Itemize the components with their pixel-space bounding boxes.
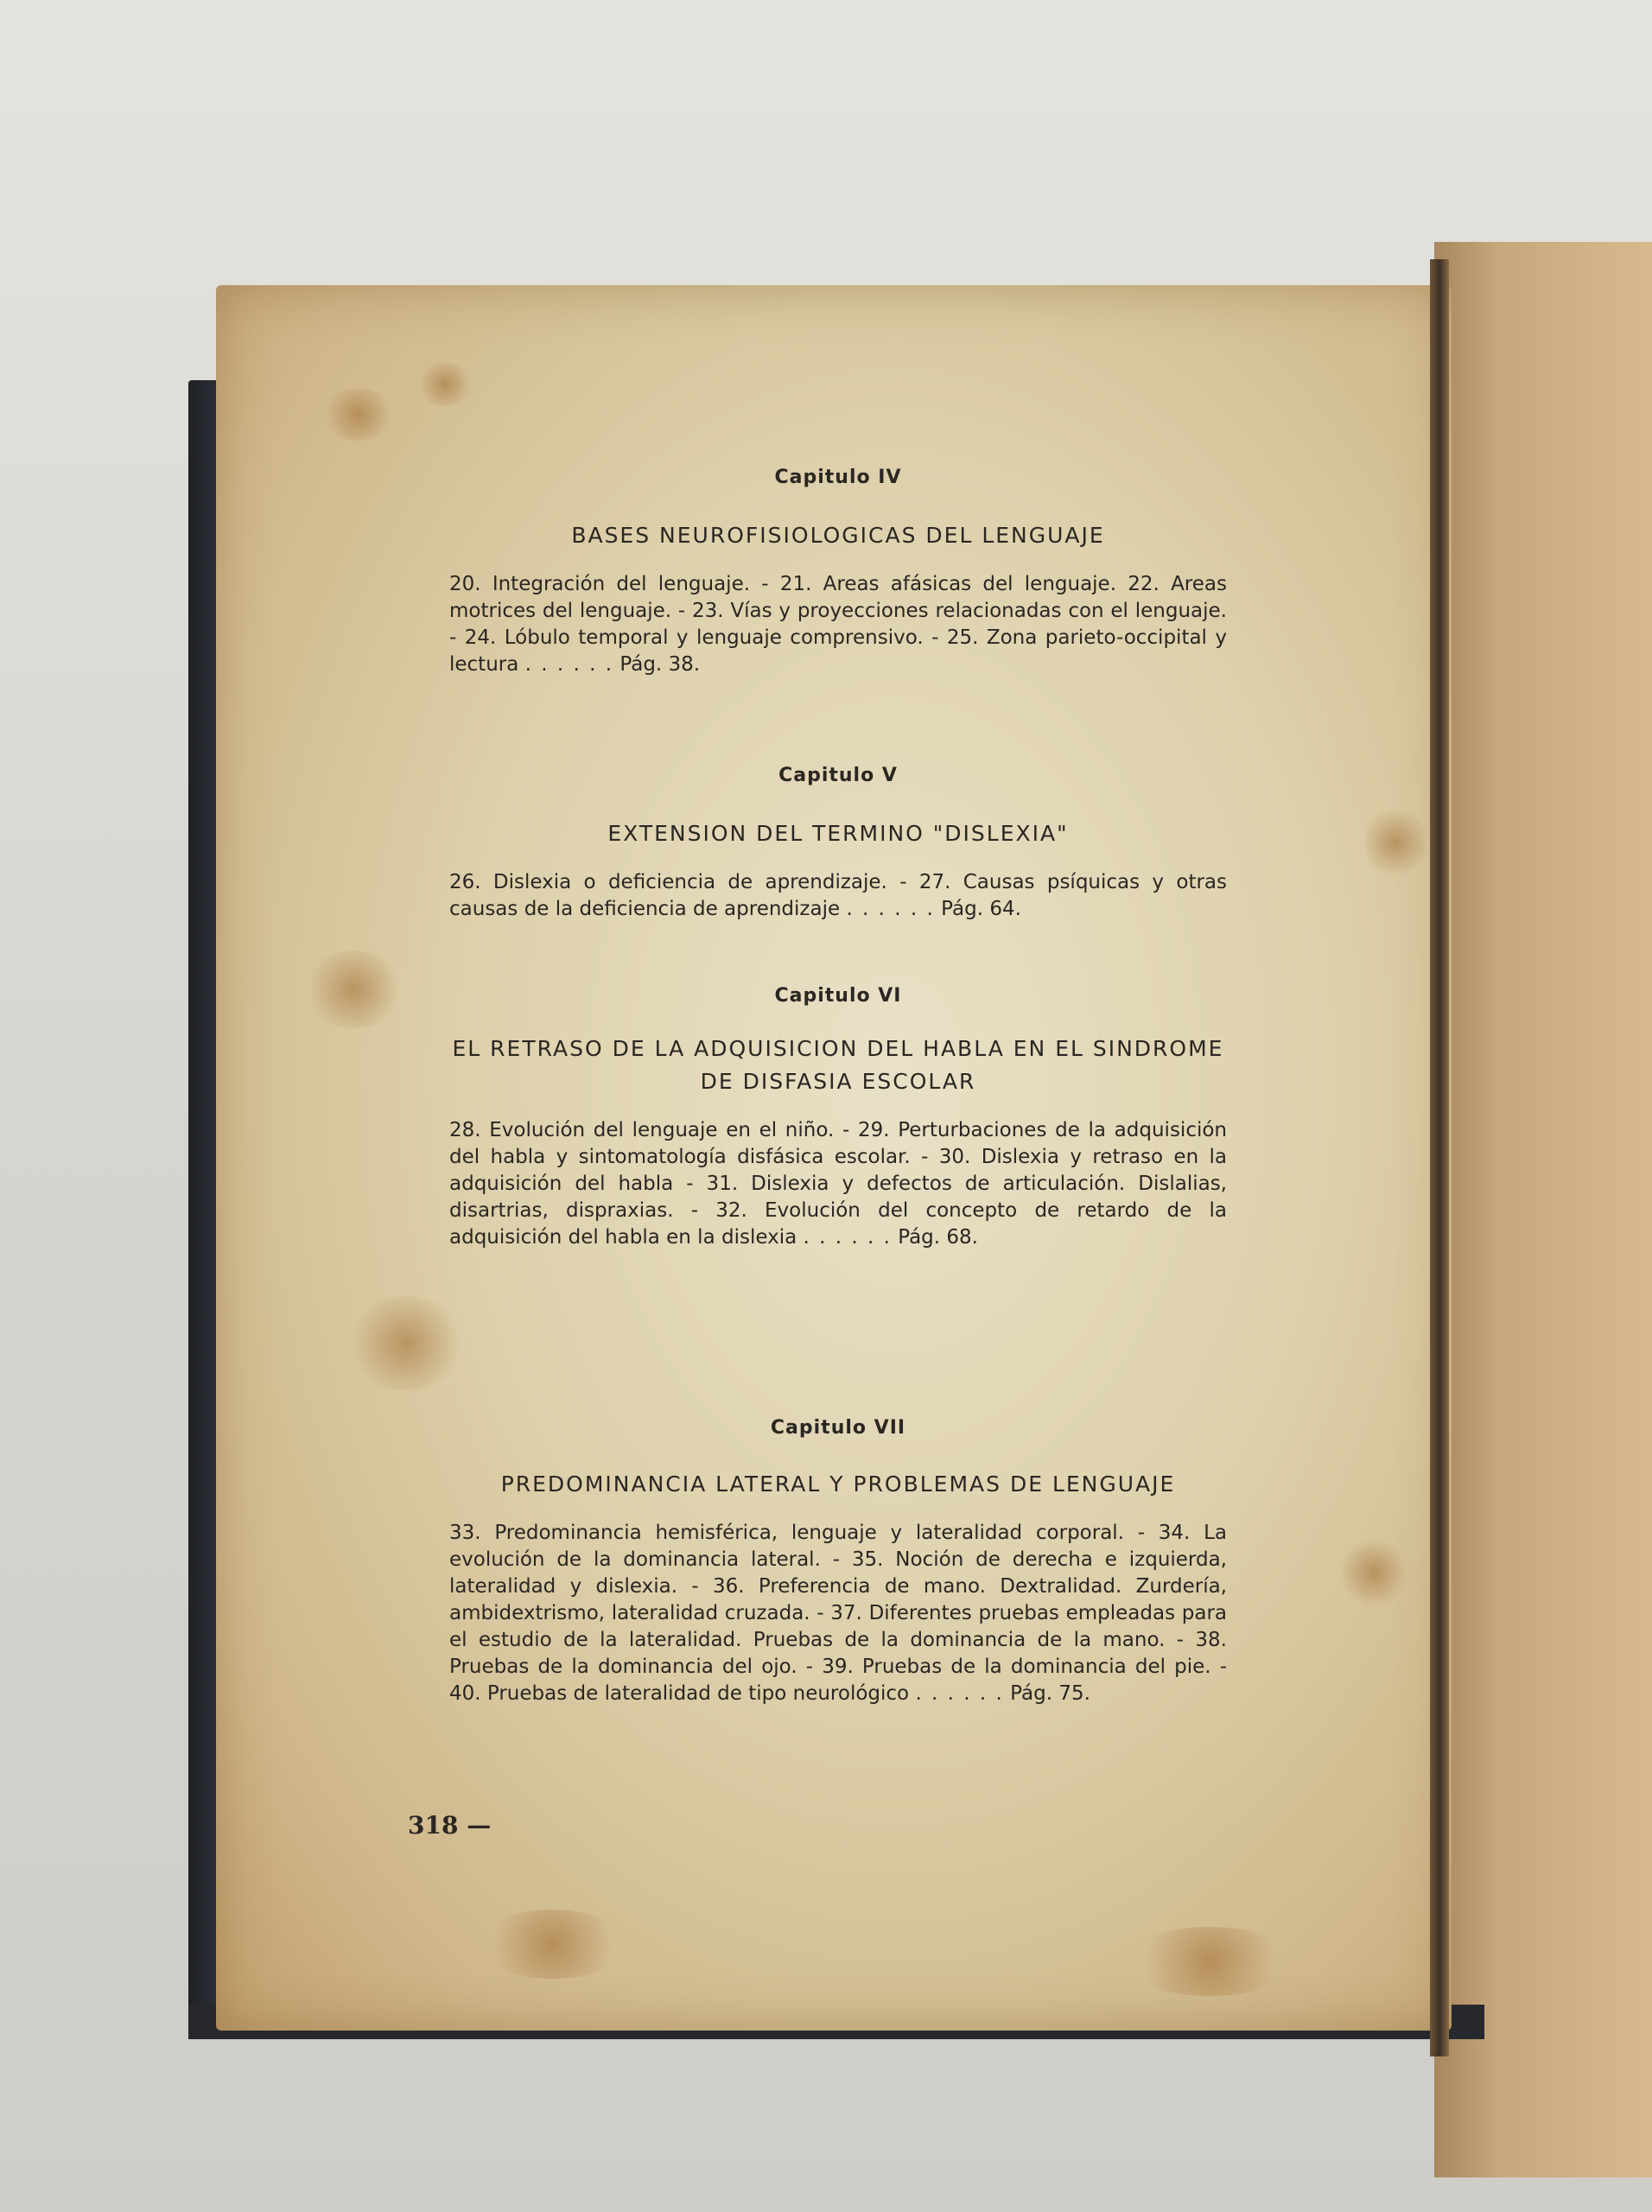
chapter-entry (449, 1520, 1227, 1707)
chapter-entry (449, 571, 1227, 678)
page-reference: Pág. 64. (941, 898, 1021, 920)
page-reference: Pág. 75. (1010, 1682, 1090, 1705)
chapter-heading: Capitulo VI (774, 985, 902, 1007)
chapter-section (449, 467, 1227, 678)
chapter-section (449, 765, 1227, 923)
chapter-title: PREDOMINANCIA LATERAL Y PROBLEMAS DE LENGUAJE (500, 1471, 1176, 1497)
entry-text: 28. Evolución del lenguaje en el niño. - 29. Perturbaciones de la adquisición del habla y sintomatología disfásica escolar. - 30. Dislexia y retraso en la adquisición del habla - 31. Dislexia y defectos de articulación. Dislalias, disartrias, dispraxias. - 32. Evolución del concepto de retardo de la adquisición del habla en la dislexia (449, 1119, 1227, 1249)
chapter-title: EL RETRASO DE LA ADQUISICION DEL HABLA EN EL SINDROME DE DISFASIA ESCOLAR (452, 1036, 1224, 1094)
chapter-entry (449, 869, 1227, 923)
entry-text: 20. Integración del lenguaje. - 21. Areas afásicas del lenguaje. 22. Areas motrices del lenguaje. - 23. Vías y proyecciones relacionadas con el lenguaje. - 24. Lóbulo temporal y lenguaje comprensivo. - 25. Zona parieto-occipital y lectura (449, 573, 1227, 676)
foxing-stain (415, 363, 475, 406)
leader-dots: . . . . . . (803, 1226, 892, 1249)
chapter-title: BASES NEUROFISIOLOGICAS DEL LENGUAJE (571, 523, 1105, 548)
chapter-section (449, 985, 1227, 1251)
leader-dots: . . . . . . (846, 898, 935, 920)
leader-dots: . . . . . . (915, 1682, 1004, 1705)
entry-text: 26. Dislexia o deficiencia de aprendizaje. - 27. Causas psíquicas y otras causas de la deficiencia de aprendizaje (449, 871, 1227, 920)
foxing-stain (475, 1910, 631, 1979)
foxing-stain (346, 1296, 467, 1391)
chapter-heading: Capitulo VII (770, 1417, 906, 1439)
entry-text: 33. Predominancia hemisférica, lenguaje y lateralidad corporal. - 34. La evolución de la dominancia lateral. - 35. Noción de derecha e izquierda, lateralidad y dislexia. - 36. Preferencia de mano. Dextralidad. Zurdería, ambidextrismo, lateralidad cruzada. - 37. Diferentes pruebas empleadas para el estudio de la lateralidad. Pruebas de la dominancia de la mano. - 38. Pruebas de la dominancia del ojo. - 39. Pruebas de la dominancia del pie. - 40. Pruebas de lateralidad de tipo neurológico (449, 1522, 1227, 1705)
page-reference: Pág. 38. (620, 653, 701, 676)
foxing-stain (320, 389, 397, 441)
page-reference: Pág. 68. (898, 1226, 978, 1249)
foxing-stain (1339, 1538, 1408, 1607)
page-folio: 318 — (408, 1811, 492, 1840)
foxing-stain (1365, 804, 1426, 881)
chapter-title: EXTENSION DEL TERMINO "DISLEXIA" (607, 821, 1069, 846)
chapter-heading: Capitulo IV (774, 467, 902, 488)
leader-dots: . . . . . . (524, 653, 614, 676)
foxing-stain (1123, 1927, 1296, 1996)
facing-page (1434, 242, 1652, 2177)
chapter-heading: Capitulo V (778, 765, 898, 786)
chapter-entry (449, 1117, 1227, 1251)
foxing-stain (302, 950, 406, 1028)
chapter-section (449, 1417, 1227, 1707)
book-gutter (1430, 259, 1449, 2056)
